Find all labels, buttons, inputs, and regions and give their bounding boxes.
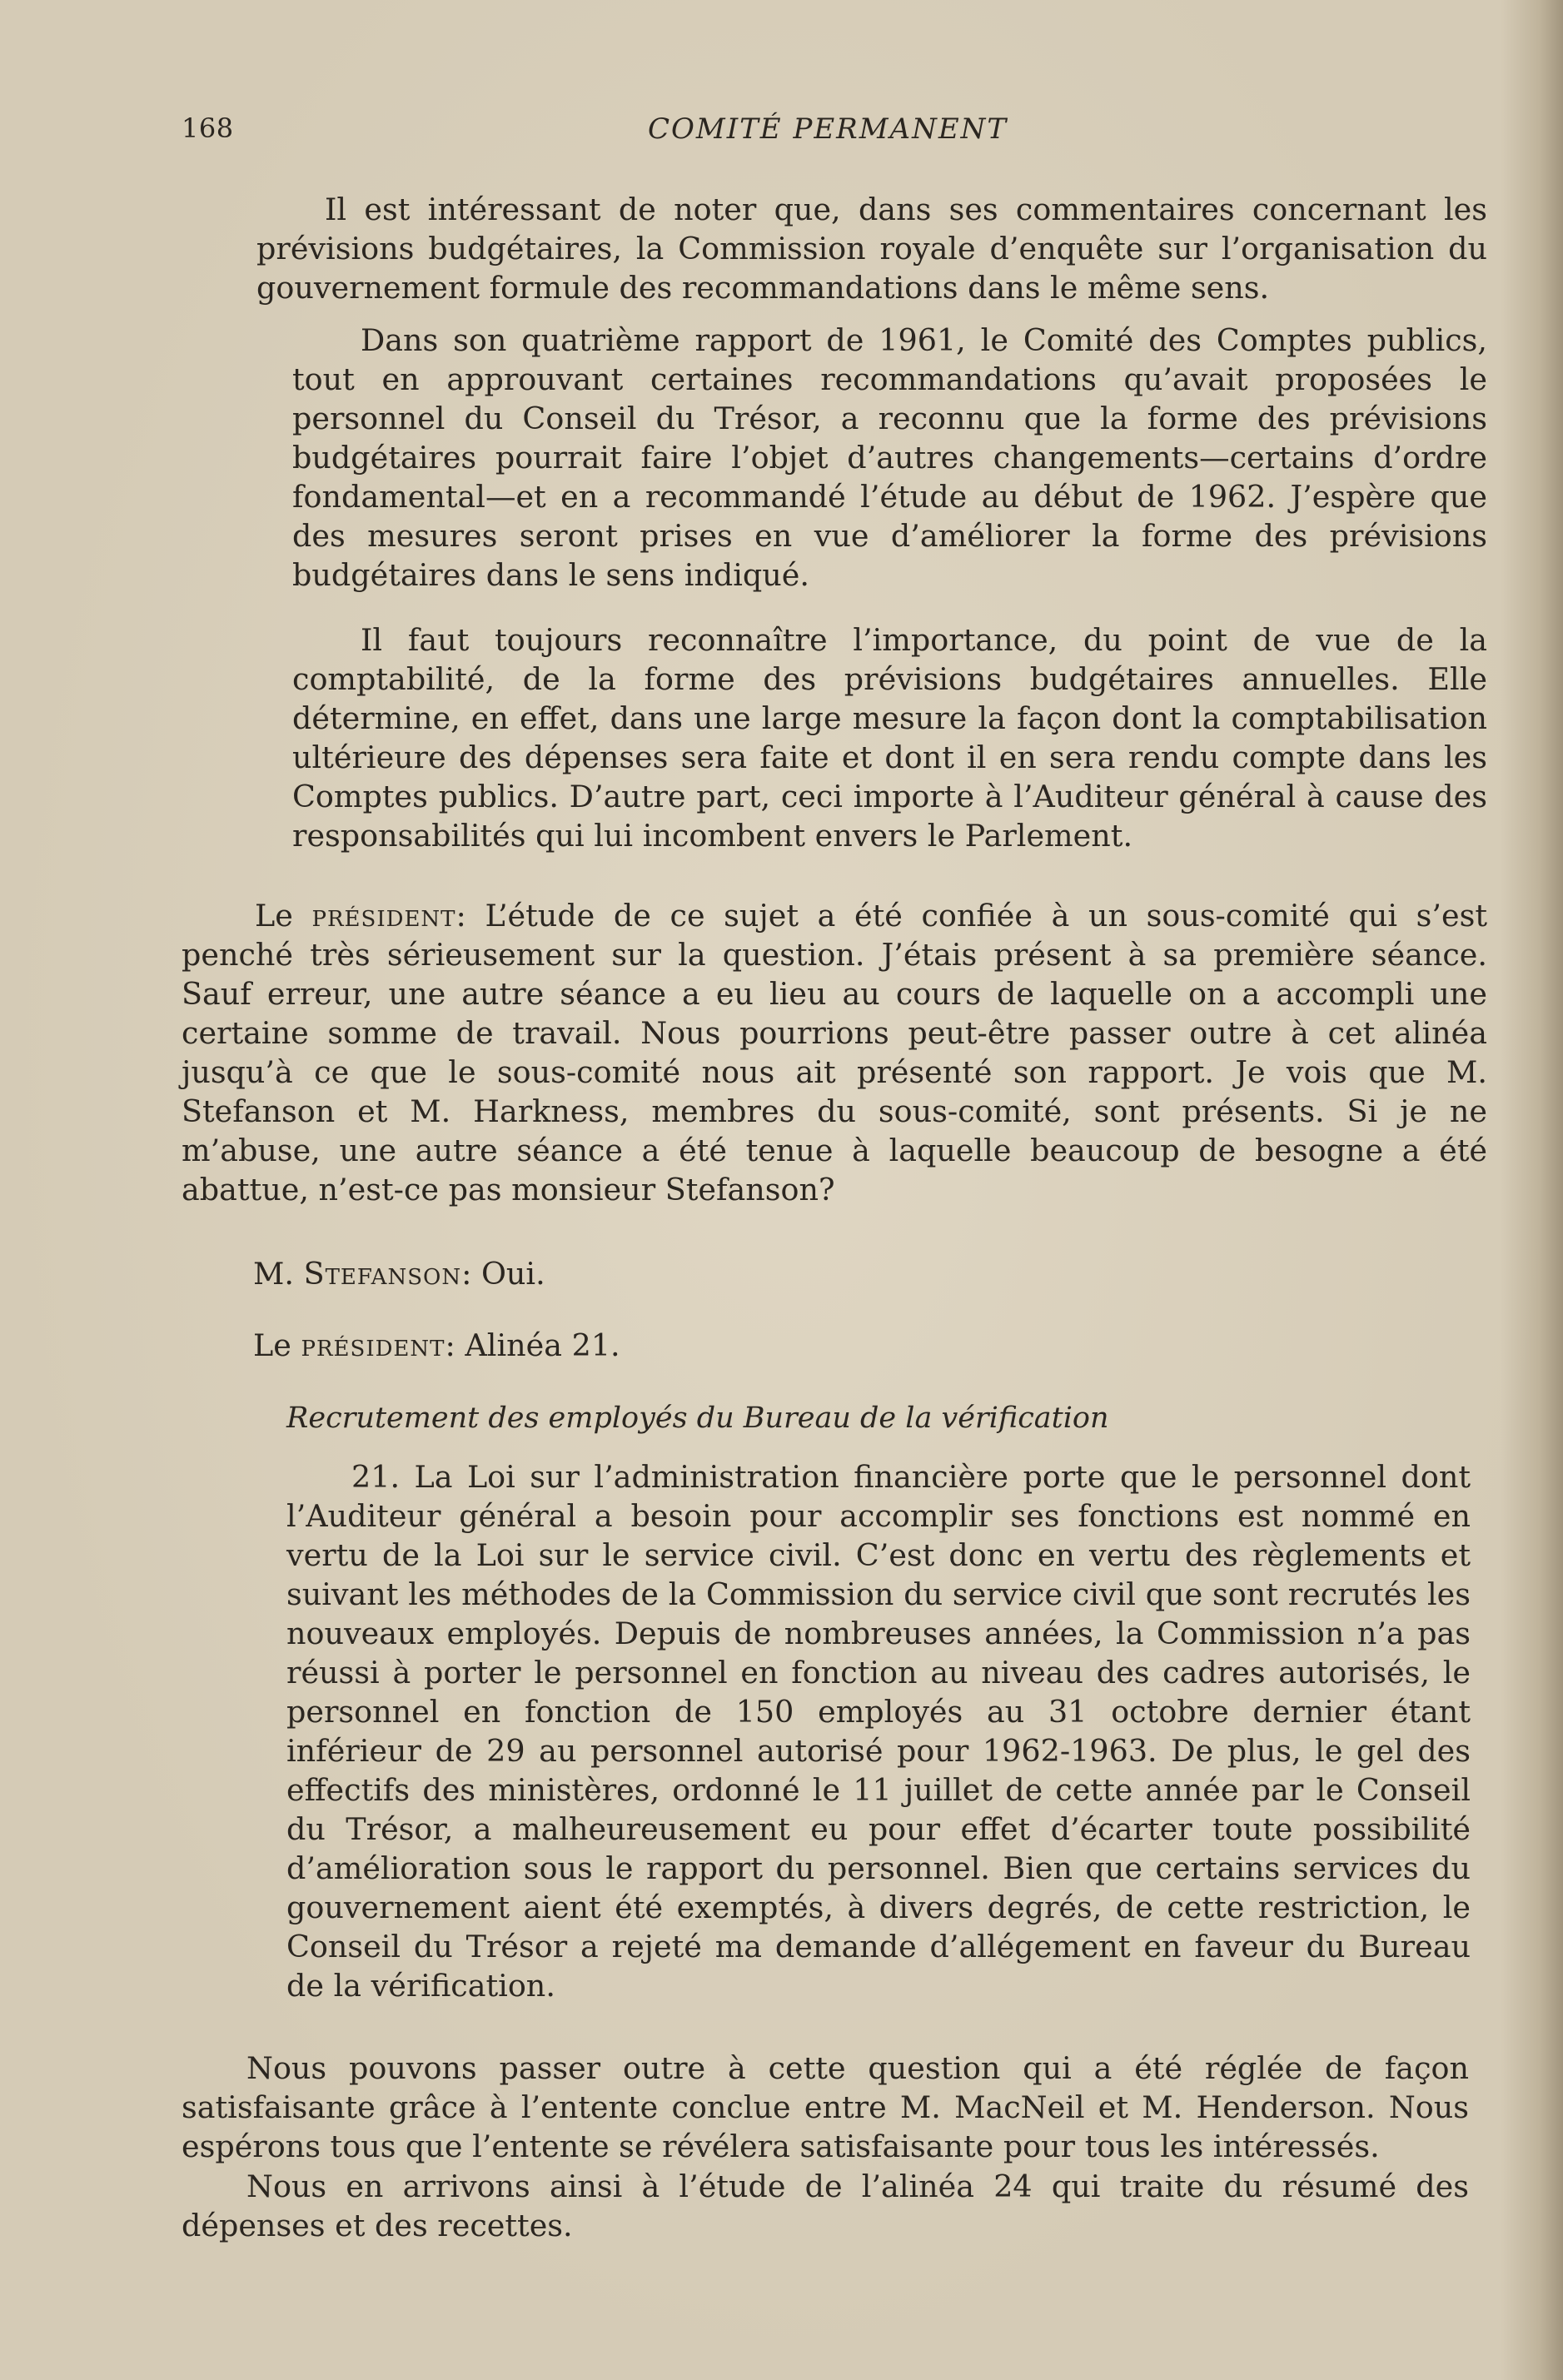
closing-paragraph-2 xyxy=(182,2167,1469,2245)
speech-body: : L’étude de ce sujet a été confiée à un sous-comité qui s’est penché très sérieusement sur la question. J’étais présent à sa première séance. Sauf erreur, une autre séance a eu lieu au cours de laquelle on a accompli une certaine somme de travail. Nous pourrions peut-être passer outre à cet alinéa jusqu’à ce que le sous-comité nous ait présenté son rapport. Je vois que M. Stefanson et M. Harkness, membres du sous-comité, sont présents. Si je ne m’abuse, une autre séance a été tenue à laquelle beaucoup de besogne a été abattue, n’est-ce pas monsieur Stefanson? xyxy=(182,898,1487,1207)
running-title: COMITÉ PERMANENT xyxy=(648,112,1008,146)
speaker-prefix: Le xyxy=(253,1327,301,1363)
quoted-paragraph-1 xyxy=(256,190,1487,307)
speech-body: : Alinéa 21. xyxy=(445,1327,620,1363)
running-header xyxy=(182,112,1481,154)
quoted-paragraph-text: Il faut toujours reconnaître l’importance, du point de vue de la comptabilité, de la forme des prévisions budgétaires annuelles. Elle détermine, en effet, dans une large mesure la façon dont la comptabilisation ultérieure des dépenses sera faite et dont il en sera rendu compte dans les Comptes publics. D’autre part, ceci importe à l’Auditeur général à cause des responsabilités qui lui incombent envers le Parlement. xyxy=(292,622,1487,854)
quoted-paragraph-3 xyxy=(292,620,1487,855)
speech-president-2 xyxy=(253,1326,620,1365)
speaker-name: président xyxy=(301,1327,446,1363)
closing-paragraph-1 xyxy=(182,2049,1469,2166)
speaker-name: président xyxy=(311,898,456,934)
quoted-paragraph-text: Dans son quatrième rapport de 1961, le Comité des Comptes publics, tout en approuvant certaines recommandations qu’avait proposées le personnel du Conseil du Trésor, a reconnu que la forme des prévisions budgétaires pourrait faire l’objet d’autres changements—certains d’ordre fondamental—et en a recommandé l’étude au début de 1962. J’espère que des mesures seront prises en vue d’améliorer la forme des prévisions budgétaires dans le sens indiqué. xyxy=(292,322,1487,593)
section-paragraph-text: 21. La Loi sur l’administration financière porte que le personnel dont l’Auditeur général a besoin pour accomplir ses fonctions est nommé en vertu de la Loi sur le service civil. C’est donc en vertu des règlements et suivant les méthodes de la Commission du service civil que sont recrutés les nouveaux employés. Depuis de nombreuses années, la Commission n’a pas réussi à porter le personnel en fonction au niveau des cadres autorisés, le personnel en fonction de 150 employés au 31 octobre dernier étant inférieur de 29 au personnel autorisé pour 1962-1963. De plus, le gel des effectifs des ministères, ordonné le 11 juillet de cette année par le Conseil du Trésor, a malheureusement eu pour effet d’écarter toute possibilité d’amélioration sous le rapport du personnel. Bien que certains services du gouvernement aient été exemptés, à divers degrés, de cette restriction, le Conseil du Trésor a rejeté ma demande d’allégement en faveur du Bureau de la vérification. xyxy=(286,1459,1471,2004)
closing-paragraph-text: Nous en arrivons ainsi à l’étude de l’alinéa 24 qui traite du résumé des dépenses et des recettes. xyxy=(182,2168,1469,2243)
speaker-prefix: M. xyxy=(253,1256,304,1292)
speaker-prefix: Le xyxy=(255,898,312,934)
quoted-paragraph-2 xyxy=(292,321,1487,595)
speech-stefanson xyxy=(253,1254,545,1293)
section-paragraph-21 xyxy=(286,1457,1471,2005)
speech-body: : Oui. xyxy=(461,1256,545,1292)
speaker-name: Stefanson xyxy=(303,1256,462,1292)
page-number: 168 xyxy=(182,112,234,144)
speech-president-1 xyxy=(182,896,1487,1209)
speech-text xyxy=(182,896,1487,1209)
quoted-paragraph-text: Il est intéressant de noter que, dans ses commentaires concernant les prévisions budgétaires, la Commission royale d’enquête sur l’organisation du gouvernement formule des recommandations dans le même sens. xyxy=(256,192,1487,306)
section-heading: Recrutement des employés du Bureau de la vérification xyxy=(286,1402,1109,1435)
closing-paragraph-text: Nous pouvons passer outre à cette question qui a été réglée de façon satisfaisante grâce à l’entente conclue entre M. MacNeil et M. Henderson. Nous espérons tous que l’entente se révélera satisfaisante pour tous les intéressés. xyxy=(182,2050,1469,2164)
